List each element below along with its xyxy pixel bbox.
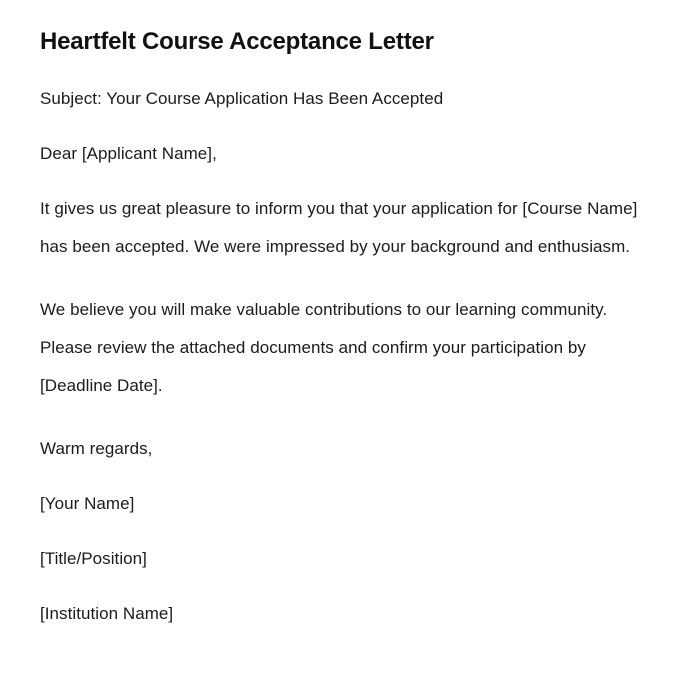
letter-body: [40, 80, 644, 633]
signature-title: [Title/Position]: [40, 549, 147, 568]
salutation: Dear [Applicant Name],: [40, 144, 217, 163]
page-title: Heartfelt Course Acceptance Letter: [40, 28, 434, 55]
subject-line: Subject: Your Course Application Has Been Accepted: [40, 89, 444, 108]
signature-name: [Your Name]: [40, 494, 135, 513]
paragraph-acceptance: It gives us great pleasure to inform you that your application for [Course Name] has been accepted. We were impressed by your background and enthusiasm.: [40, 199, 638, 256]
closing: Warm regards,: [40, 439, 153, 458]
paragraph-next-steps: We believe you will make valuable contributions to our learning community. Please review the attached documents and confirm your participation by [Deadline Date].: [40, 300, 608, 395]
signature-institution: [Institution Name]: [40, 604, 174, 623]
